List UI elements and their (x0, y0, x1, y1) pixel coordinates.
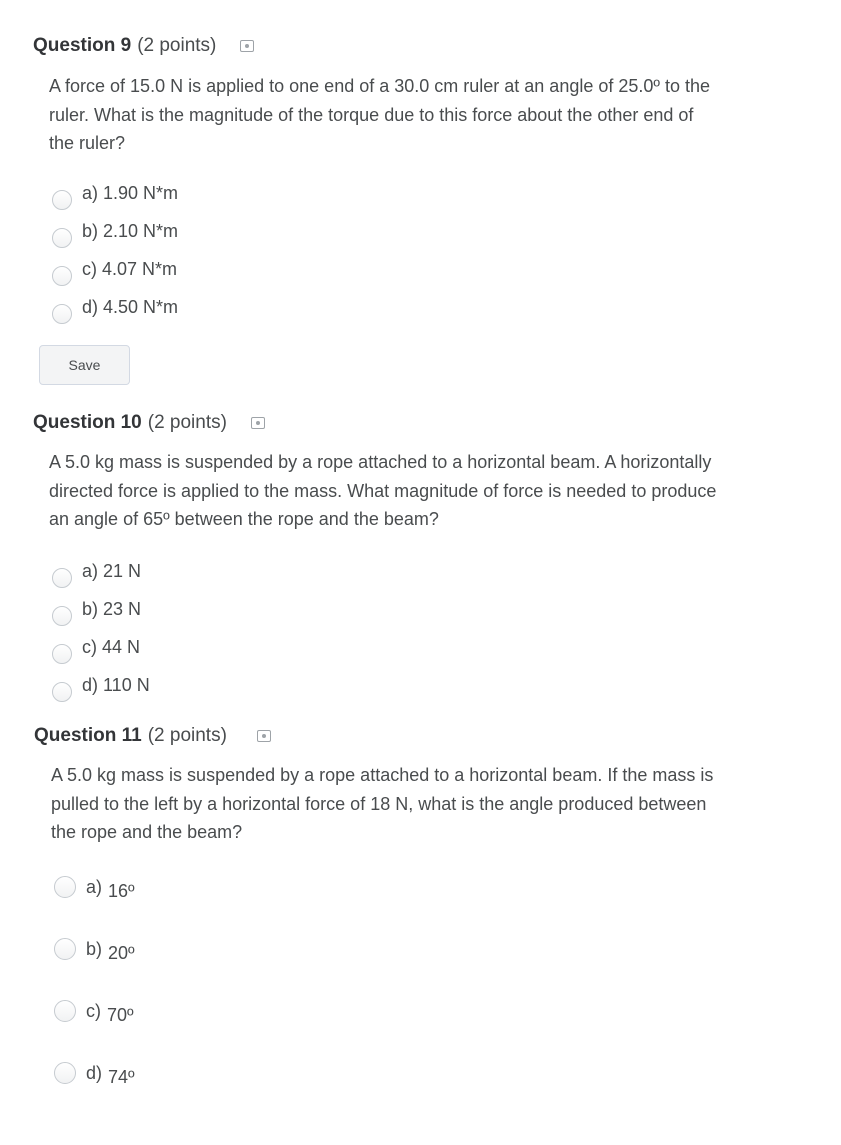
option-letter: d) (86, 1062, 103, 1083)
radio-button[interactable] (54, 1062, 76, 1084)
question-10-header (33, 412, 265, 434)
question-9-header (33, 35, 254, 57)
option-radio-q9-a[interactable] (52, 176, 178, 210)
option-label: b) 2.10 N*m (82, 220, 179, 241)
option-radio-q10-a[interactable] (52, 554, 141, 588)
option-value: 20º (108, 942, 135, 963)
question-text-line: A 5.0 kg mass is suspended by a rope attached to a horizontal beam. If the mass is (51, 765, 714, 785)
question-text-line: A force of 15.0 N is applied to one end of a 30.0 cm ruler at an angle of 25.0º to the (49, 76, 711, 96)
question-text-line: the ruler? (49, 133, 126, 153)
radio-button[interactable] (52, 304, 72, 324)
save-icon[interactable] (251, 417, 265, 429)
question-text-line: ruler. What is the magnitude of the torque due to this force about the other end of (49, 104, 694, 125)
option-radio-q9-d[interactable] (52, 290, 178, 324)
save-icon[interactable] (257, 730, 271, 742)
radio-button[interactable] (52, 568, 72, 588)
question-11-header (34, 725, 271, 747)
option-label: a) 1.90 N*m (82, 182, 179, 203)
question-text-line: pulled to the left by a horizontal force of 18 N, what is the angle produced between (51, 793, 707, 814)
radio-button[interactable] (52, 190, 72, 210)
save-button[interactable]: Save (39, 345, 130, 385)
question-text-line: A 5.0 kg mass is suspended by a rope attached to a horizontal beam. A horizontally (49, 452, 712, 472)
option-radio-q10-d[interactable] (52, 668, 150, 702)
option-radio-q11-d[interactable] (54, 1062, 135, 1087)
option-radio-q9-c[interactable] (52, 252, 177, 286)
question-text-line: directed force is applied to the mass. What magnitude of force is needed to produce (49, 480, 717, 501)
radio-button[interactable] (52, 644, 72, 664)
option-label: c) 4.07 N*m (82, 258, 178, 279)
radio-button[interactable] (54, 938, 76, 960)
question-points: (2 points) (137, 35, 217, 56)
radio-button[interactable] (52, 606, 72, 626)
option-label: d) 4.50 N*m (82, 296, 179, 317)
radio-button[interactable] (54, 876, 76, 898)
option-letter: a) (86, 876, 103, 897)
save-icon[interactable] (240, 40, 254, 52)
option-radio-q9-b[interactable] (52, 214, 178, 248)
option-radio-q11-a[interactable] (54, 876, 135, 901)
option-label: c) 44 N (82, 636, 141, 657)
question-9-text (49, 72, 710, 158)
option-letter: c) (86, 1000, 101, 1021)
option-radio-q11-b[interactable] (54, 938, 135, 963)
option-radio-q11-c[interactable] (54, 1000, 134, 1025)
option-value: 70º (107, 1004, 134, 1025)
option-label: b) 23 N (82, 598, 142, 619)
radio-button[interactable] (54, 1000, 76, 1022)
question-number: Question 10 (33, 412, 142, 433)
question-number: Question 11 (34, 725, 142, 746)
option-value: 74º (108, 1066, 135, 1087)
question-number: Question 9 (33, 35, 132, 56)
option-radio-q10-b[interactable] (52, 592, 141, 626)
radio-button[interactable] (52, 266, 72, 286)
question-points: (2 points) (147, 412, 227, 433)
question-10-text (49, 448, 716, 534)
question-points: (2 points) (147, 725, 227, 746)
radio-button[interactable] (52, 682, 72, 702)
question-11-text (51, 761, 713, 847)
option-radio-q10-c[interactable] (52, 630, 140, 664)
radio-button[interactable] (52, 228, 72, 248)
option-label: a) 21 N (82, 560, 142, 581)
option-letter: b) (86, 938, 103, 959)
question-text-line: the rope and the beam? (51, 822, 243, 842)
option-label: d) 110 N (82, 674, 150, 695)
option-value: 16º (108, 880, 135, 901)
question-text-line: an angle of 65º between the rope and the beam? (49, 509, 439, 529)
